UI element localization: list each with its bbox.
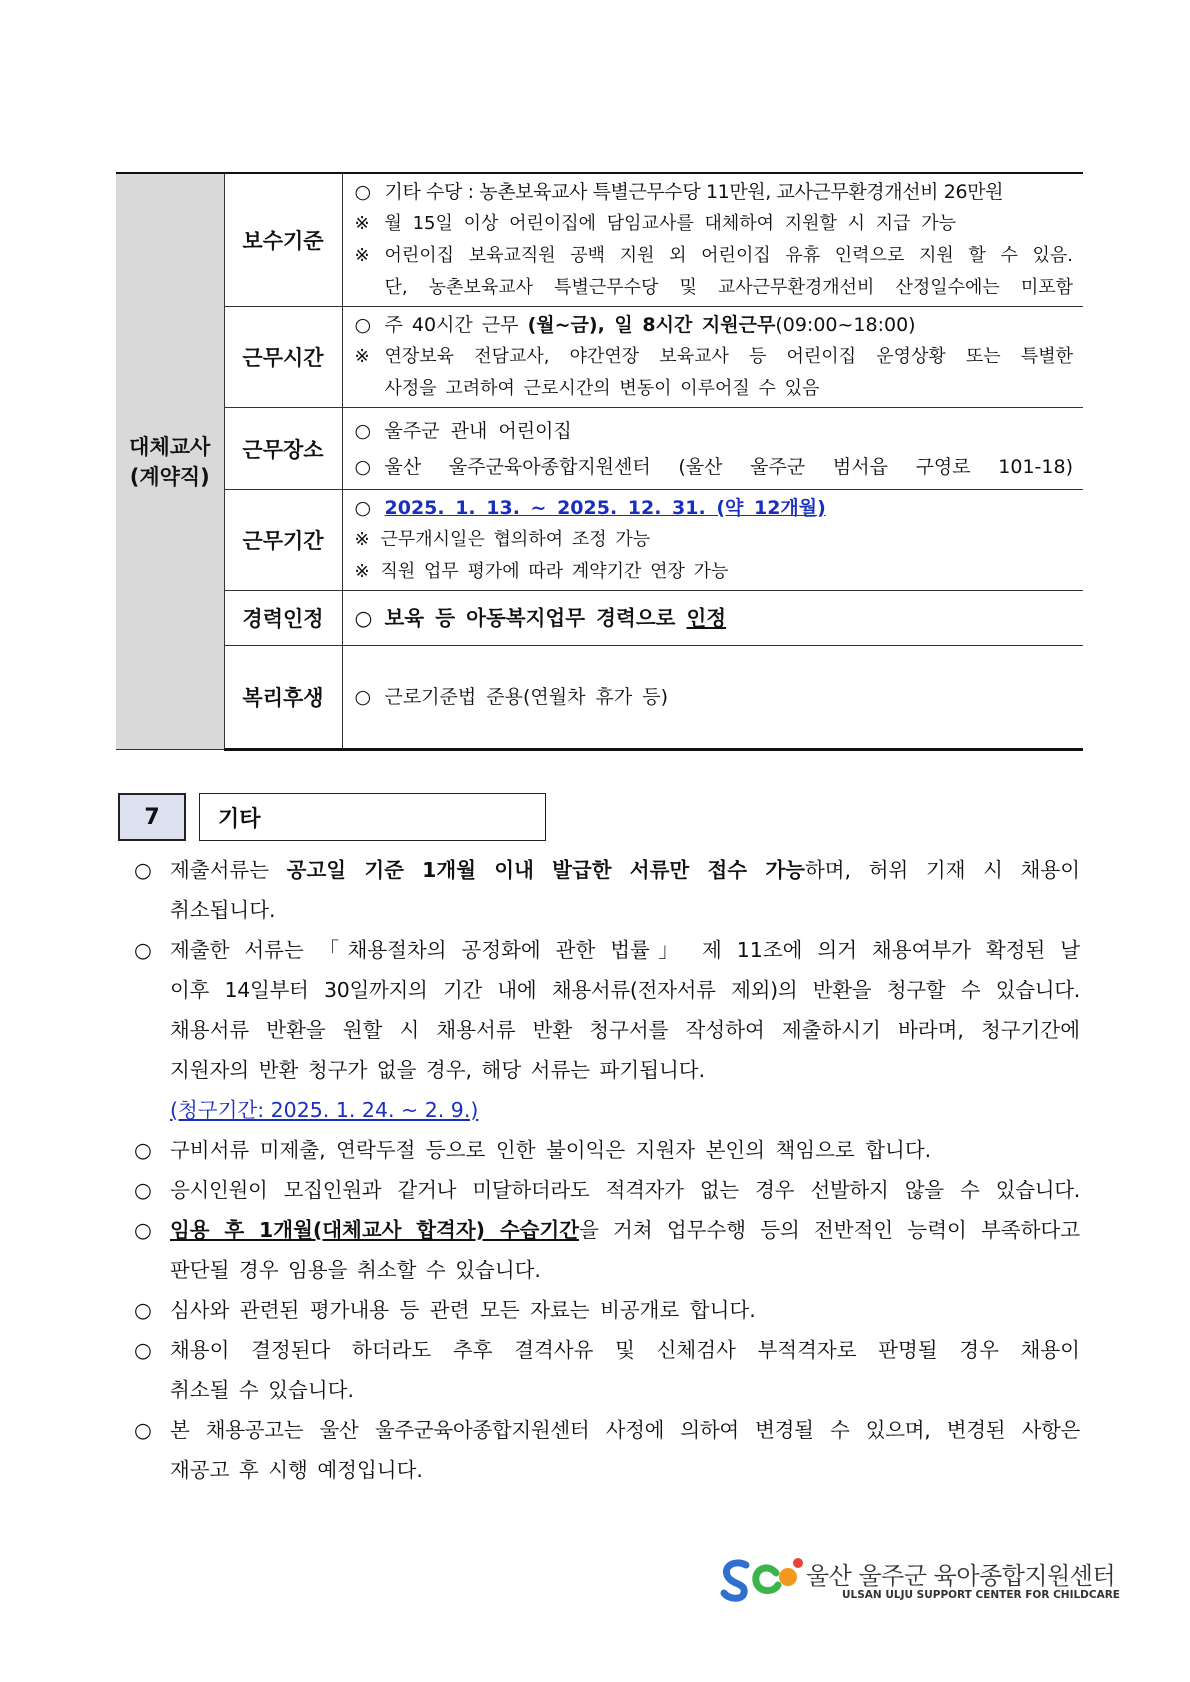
location-line-2: 울산 울주군육아종합지원센터 (울산 울주군 범서읍 구영로 101-18) <box>384 455 1073 478</box>
row-period <box>116 490 1083 591</box>
salary-line-2: 월 15일 이상 어린이집에 담임교사를 대체하여 지원할 시 지급 가능 <box>384 213 956 234</box>
note-8-a: 본 채용공고는 울산 울주군육아종합지원센터 사정에 의하여 변경될 수 있으며, 변경된 사항은 <box>170 1418 1080 1442</box>
row-label-salary: 보수기준 <box>242 229 324 253</box>
row-location <box>116 408 1083 490</box>
circle-mark: ○ <box>134 1218 152 1242</box>
circle-mark: ○ <box>354 686 372 708</box>
list-item <box>134 1330 1080 1410</box>
period-value: 2025. 1. 13. ~ 2025. 12. 31. (약 12개월) <box>384 497 826 519</box>
note-1-c: 하며, 허위 기재 시 채용이 <box>804 858 1081 882</box>
note-mark: ※ <box>354 346 370 367</box>
row-label-hours: 근무시간 <box>242 346 324 370</box>
circle-mark: ○ <box>134 1298 152 1322</box>
circle-mark: ○ <box>134 1178 152 1202</box>
note-2-line-4: 지원자의 반환 청구가 없을 경우, 해당 서류는 파기됩니다. <box>170 1058 706 1082</box>
list-item <box>134 1410 1080 1490</box>
circle-mark: ○ <box>354 419 372 442</box>
note-mark: ※ <box>354 529 370 550</box>
note-1-b: 공고일 기준 1개월 이내 발급한 서류만 접수 가능 <box>286 858 805 882</box>
note-2-claim-period: (청구기간: 2025. 1. 24. ~ 2. 9.) <box>170 1098 479 1122</box>
row-label-location: 근무장소 <box>242 437 324 462</box>
location-line-1: 울주군 관내 어린이집 <box>384 419 572 442</box>
list-item <box>134 1170 1080 1210</box>
note-5-c: 판단될 경우 임용을 취소할 수 있습니다. <box>170 1258 541 1282</box>
row-welfare <box>116 646 1083 750</box>
note-3: 구비서류 미제출, 연락두절 등으로 인한 불이익은 지원자 본인의 책임으로 합니다. <box>170 1138 932 1162</box>
note-5-a: 임용 후 1개월(대체교사 합격자) 수습기간 <box>170 1218 580 1242</box>
category-cell <box>116 173 224 750</box>
note-4: 응시인원이 모집인원과 같거나 미달하더라도 적격자가 없는 경우 선발하지 않을 수 있습니다. <box>170 1178 1080 1202</box>
row-hours <box>116 307 1083 408</box>
circle-mark: ○ <box>134 938 152 962</box>
period-note-1: 근무개시일은 협의하여 조정 가능 <box>380 529 651 550</box>
list-item <box>134 930 1080 1130</box>
blank-mark <box>355 272 385 304</box>
circle-mark: ○ <box>134 1418 152 1442</box>
note-7-a: 채용이 결정된다 하더라도 추후 결격사유 및 신체검사 부적격자로 판명될 경우 채용이 <box>170 1338 1080 1362</box>
welfare-text: 근로기준법 준용(연월차 휴가 등) <box>384 686 669 708</box>
list-item <box>134 1130 1080 1170</box>
career-text-underlined: 인정 <box>686 606 727 630</box>
circle-mark: ○ <box>354 606 373 630</box>
note-1-a: 제출서류는 <box>170 858 287 882</box>
list-item <box>134 1290 1080 1330</box>
circle-mark: ○ <box>354 314 372 336</box>
circle-mark: ○ <box>354 455 372 478</box>
circle-mark: ○ <box>354 497 372 519</box>
salary-line-4: 단, 농촌보육교사 특별근무수당 및 교사근무환경개선비 산정일수에는 미포함 <box>384 277 1073 298</box>
note-7-b: 취소될 수 있습니다. <box>170 1378 354 1402</box>
section-number: 7 <box>118 793 186 841</box>
row-label-career: 경력인정 <box>242 607 324 631</box>
hours-line-1c: (09:00~18:00) <box>775 314 916 336</box>
row-salary <box>116 173 1083 307</box>
note-6: 심사와 관련된 평가내용 등 관련 모든 자료는 비공개로 합니다. <box>170 1298 756 1322</box>
logo-text-kr: 울산 울주군 육아종합지원센터 <box>806 1562 1116 1590</box>
recruitment-table <box>116 172 1083 751</box>
hours-line-3: 사정을 고려하여 근로시간의 변동이 이루어질 수 있음 <box>384 378 820 399</box>
note-2-line-1: 제출한 서류는 「채용절차의 공정화에 관한 법률」 제 11조에 의거 채용여부가 확정된 날 <box>170 938 1080 962</box>
hours-line-1b: (월~금), 일 8시간 지원근무 <box>527 314 776 336</box>
salary-line-1: 기타 수당 : 농촌보육교사 특별근무수당 11만원, 교사근무환경개선비 26만원 <box>384 181 1004 203</box>
circle-mark: ○ <box>134 858 152 882</box>
salary-line-3: 어린이집 보육교직원 공백 지원 외 어린이집 유휴 인력으로 지원 할 수 있음. <box>384 245 1073 266</box>
hours-line-1a: 주 40시간 근무 <box>384 314 528 336</box>
list-item <box>134 850 1080 930</box>
note-mark: ※ <box>354 561 370 582</box>
category-label: 대체교사 (계약직) <box>129 434 211 489</box>
note-mark: ※ <box>354 245 370 266</box>
note-8-b: 재공고 후 시행 예정입니다. <box>170 1458 423 1482</box>
note-2-line-2: 이후 14일부터 30일까지의 기간 내에 채용서류(전자서류 제외)의 반환을 청구할 수 있습니다. <box>170 978 1080 1002</box>
career-text: 보육 등 아동복지업무 경력으로 <box>384 606 687 630</box>
period-note-2: 직원 업무 평가에 따라 계약기간 연장 가능 <box>380 561 729 582</box>
note-2-line-3: 채용서류 반환을 원할 시 채용서류 반환 청구서를 작성하여 제출하시기 바라며, 청구기간에 <box>170 1018 1080 1042</box>
logo-text-en: ULSAN ULJU SUPPORT CENTER FOR CHILDCARE <box>842 1589 1120 1601</box>
notes-list <box>134 850 1080 1490</box>
circle-mark: ○ <box>354 181 372 203</box>
circle-mark: ○ <box>134 1138 152 1162</box>
section-title: 기타 <box>199 793 546 841</box>
hours-line-2: 연장보육 전담교사, 야간연장 보육교사 등 어린이집 운영상황 또는 특별한 <box>384 346 1073 367</box>
note-mark: ※ <box>354 213 370 234</box>
row-career <box>116 591 1083 646</box>
note-1-d: 취소됩니다. <box>170 898 276 922</box>
row-label-period: 근무기간 <box>242 529 324 553</box>
circle-mark: ○ <box>134 1338 152 1362</box>
list-item <box>134 1210 1080 1290</box>
row-label-welfare: 복리후생 <box>242 686 324 710</box>
note-5-b: 을 거쳐 업무수행 등의 전반적인 능력이 부족하다고 <box>579 1218 1080 1242</box>
